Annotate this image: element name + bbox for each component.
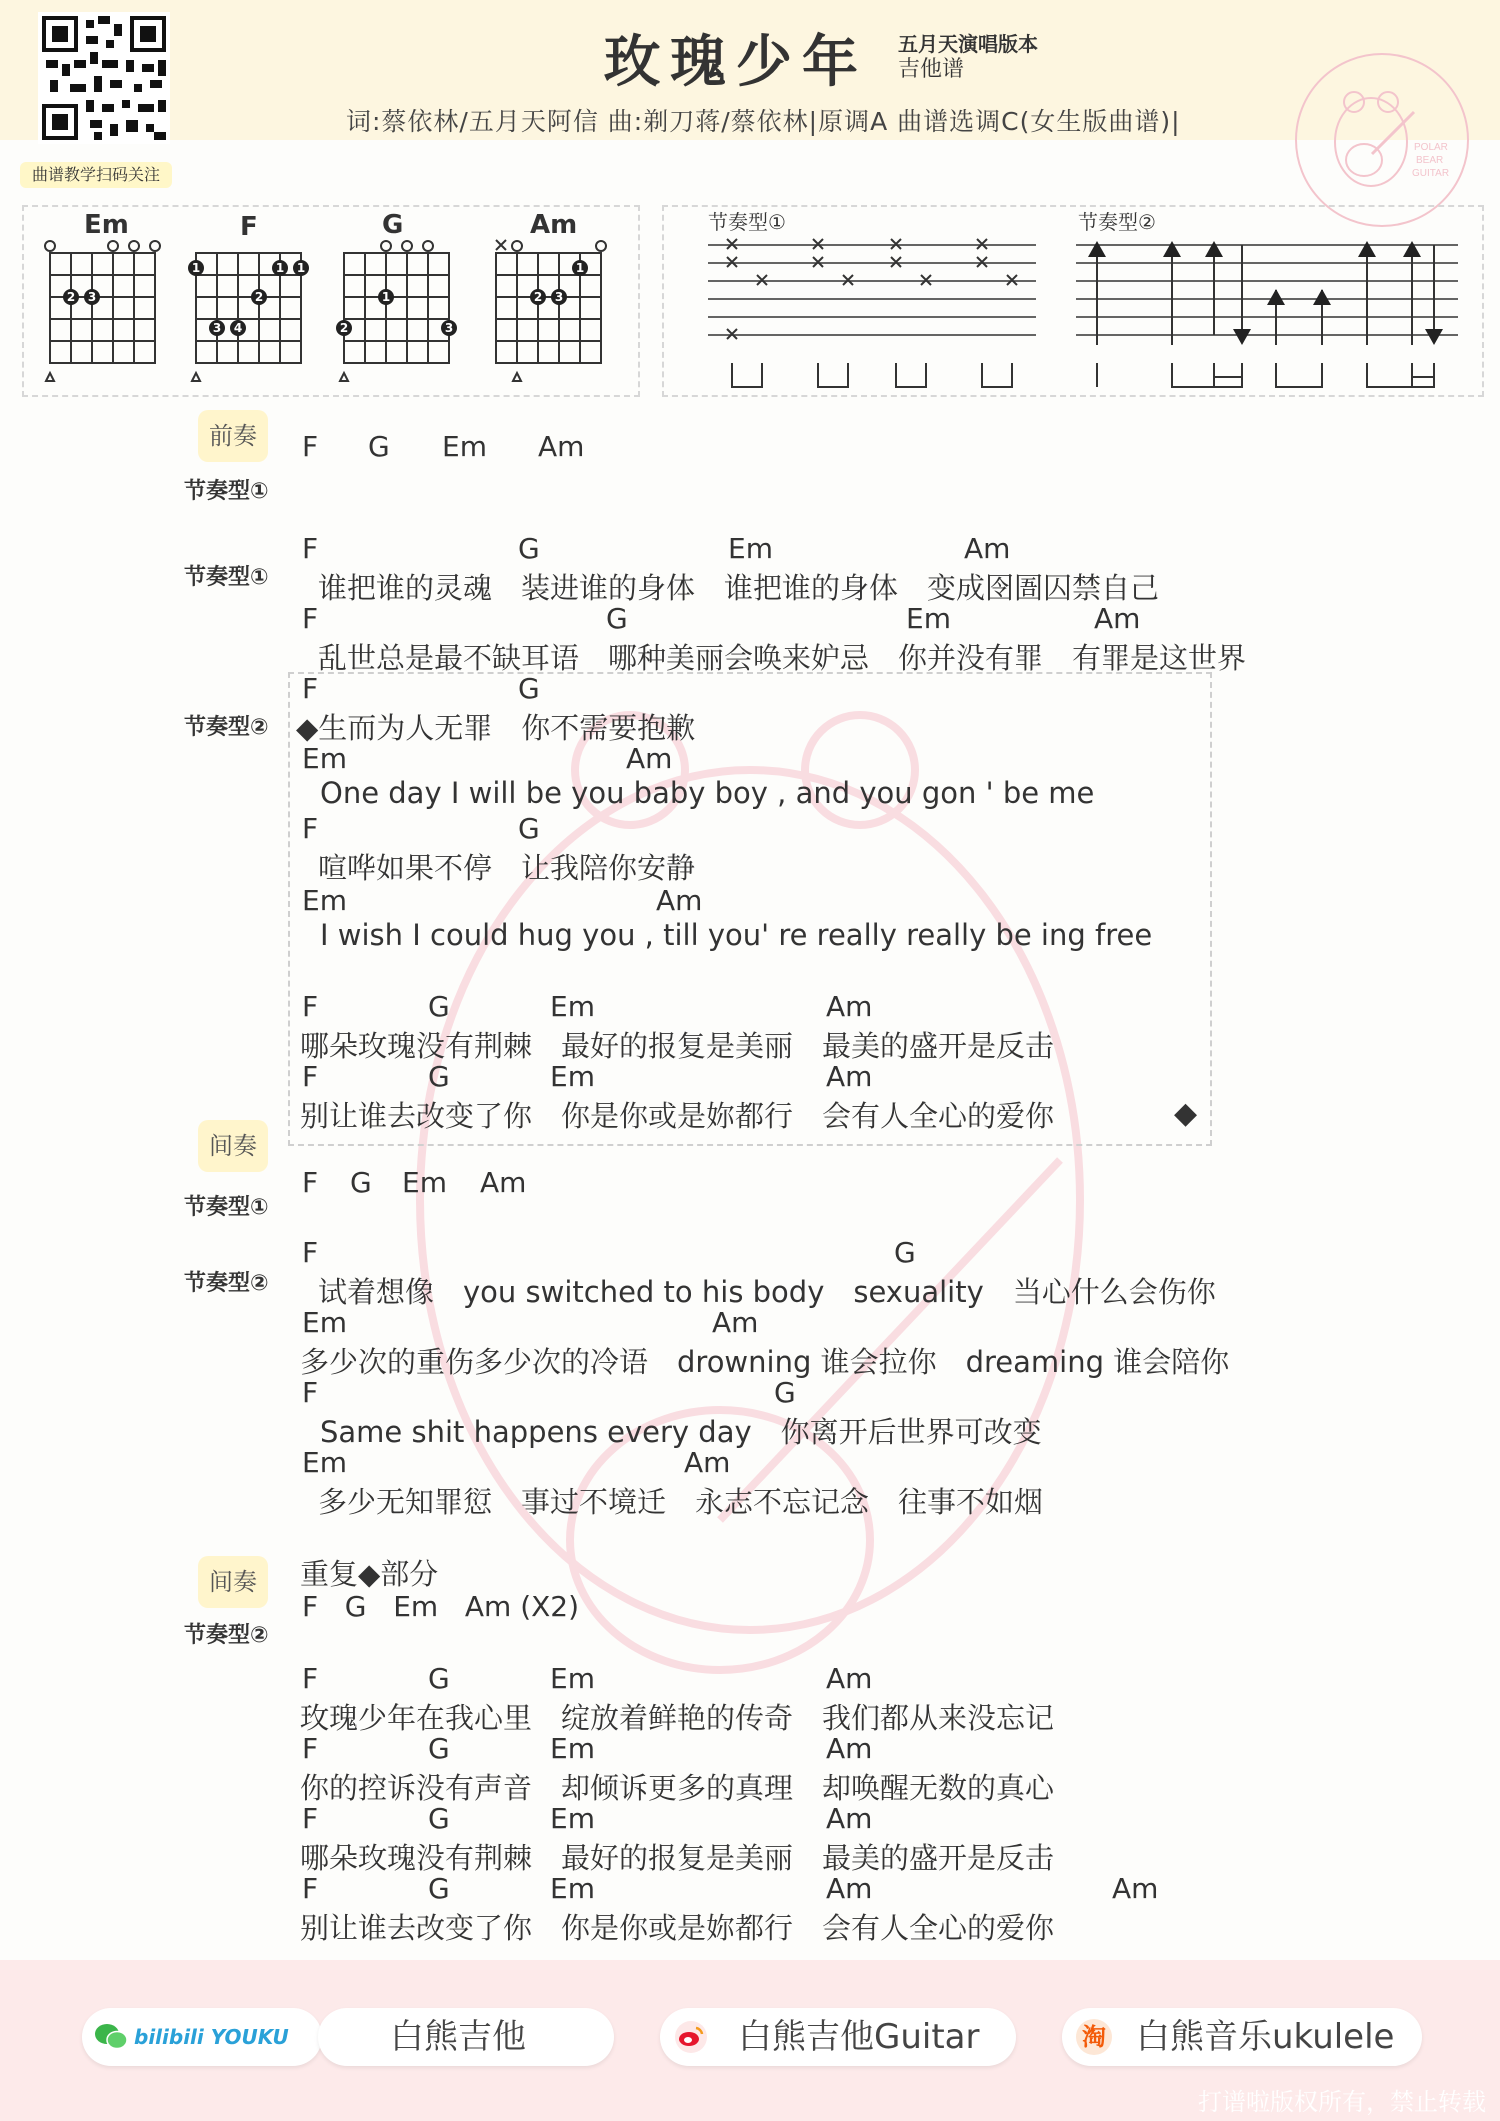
svg-text:1: 1 [191, 261, 201, 275]
svg-text:2: 2 [66, 290, 76, 304]
chord-symbol: G [368, 430, 390, 463]
lyric-line: 哪朵玫瑰没有荆棘 最好的报复是美丽 最美的盛开是反击 [300, 1841, 1055, 1875]
chord-symbol: Em [550, 1802, 595, 1835]
chord-symbol: G [894, 1236, 916, 1269]
lyric-line: 哪朵玫瑰没有荆棘 最好的报复是美丽 最美的盛开是反击 [300, 1029, 1055, 1063]
pattern-label: 节奏型② [184, 1271, 269, 1296]
chord-symbol: Am [1112, 1872, 1159, 1905]
chord-symbol: Am [826, 1662, 873, 1695]
chord-symbol: Em [302, 884, 347, 917]
logo-text-guitar: GUITAR [1412, 168, 1450, 179]
chord-symbol: G [428, 1060, 450, 1093]
chord-symbol: G [774, 1376, 796, 1409]
lyric-line: 多少次的重伤多少次的冷语 drowning 谁会拉你 dreaming 谁会陪你 [300, 1345, 1230, 1379]
chord-symbol: Em [302, 1446, 347, 1479]
song-title: 玫瑰少年 [604, 30, 868, 95]
logo-text-polar: POLAR [1414, 142, 1448, 153]
svg-text:3: 3 [554, 290, 564, 304]
chord-symbol: F [302, 812, 319, 845]
score-type-label: 吉他谱 [898, 57, 965, 82]
chord-symbol: Am [964, 532, 1011, 565]
lyric-line: I wish I could hug you , till you' re really really be ing free [320, 918, 1153, 952]
song-credits: 词:蔡依林/五月天阿信 曲:剃刀蒋/蔡依林|原调A 曲谱选调C(女生版曲谱)| [346, 107, 1181, 136]
section-tag-intro: 前奏 [198, 410, 268, 462]
chord-name-g: G [382, 210, 404, 240]
section-tag-interlude-2: 间奏 [198, 1556, 268, 1608]
polar-bear-guitar-logo [1292, 50, 1472, 230]
channel-name: 白熊吉他Guitar [738, 2017, 980, 2057]
chord-symbol: Am [480, 1166, 527, 1199]
lyric-line: 玫瑰少年在我心里 绽放着鲜艳的传奇 我们都从来没忘记 [300, 1701, 1055, 1735]
chord-symbol: G [518, 812, 540, 845]
chord-symbol: Am [826, 1802, 873, 1835]
rhythm-type1-title: 节奏型① [708, 210, 786, 234]
lyric-line: 别让谁去改变了你 你是你或是妳都行 会有人全心的爱你 [300, 1099, 1055, 1133]
chord-symbol: Am [826, 990, 873, 1023]
chord-symbol: Am [826, 1872, 873, 1905]
channel-badge-baixiong-guitar[interactable] [318, 2008, 614, 2066]
channel-name: 白熊音乐ukulele [1136, 2017, 1395, 2057]
section-tag-interlude-1: 间奏 [198, 1120, 268, 1172]
lyric-line: Same shit happens every day 你离开后世界可改变 [320, 1415, 1042, 1449]
svg-text:2: 2 [339, 321, 349, 335]
taobao-icon: 淘 [1076, 2019, 1112, 2055]
chord-grid-em [45, 241, 160, 363]
svg-text:3: 3 [444, 321, 454, 335]
chord-symbol: Em [550, 1662, 595, 1695]
chord-symbol: Am [826, 1732, 873, 1765]
chord-symbol: G [350, 1166, 372, 1199]
chord-symbol: F [302, 1376, 319, 1409]
chord-symbol: G [518, 532, 540, 565]
version-subtitle: 五月天演唱版本 [898, 32, 1038, 56]
chord-symbol: Em [402, 1166, 447, 1199]
repeat-end-marker: ◆ [1174, 1096, 1198, 1131]
chord-symbol: F [302, 1662, 319, 1695]
chord-symbol: G [428, 1872, 450, 1905]
svg-text:1: 1 [275, 261, 285, 275]
chord-symbol: Am [826, 1060, 873, 1093]
chord-symbol: Em [302, 742, 347, 775]
lyric-line: One day I will be you baby boy , and you gon ' be me [320, 776, 1095, 810]
lyric-line: 乱世总是最不缺耳语 哪种美丽会唤来妒忌 你并没有罪 有罪是这世界 [318, 641, 1247, 675]
weibo-icon [674, 2020, 708, 2054]
chord-symbol: Em [302, 1306, 347, 1339]
chord-symbol: Am [538, 430, 585, 463]
chord-symbol: Em [728, 532, 773, 565]
svg-text:1: 1 [296, 261, 306, 275]
svg-text:1: 1 [575, 261, 585, 275]
chord-symbol: F [302, 430, 319, 463]
chord-symbol: Em [550, 1872, 595, 1905]
chord-symbol: Am [626, 742, 673, 775]
pattern-label: 节奏型① [184, 479, 269, 504]
interlude-chord-line: F G Em Am (X2) [302, 1590, 580, 1623]
chord-name-f: F [240, 212, 258, 242]
qr-label: 曲谱教学扫码关注 [20, 162, 172, 188]
pattern-label: 节奏型② [184, 715, 269, 740]
lyric-line: ◆生而为人无罪 你不需要抱歉 [296, 711, 696, 745]
chord-symbol: F [302, 1872, 319, 1905]
chord-symbol: F [302, 1732, 319, 1765]
chord-symbol: G [428, 1662, 450, 1695]
pattern-label: 节奏型① [184, 565, 269, 590]
lyric-line: 谁把谁的灵魂 装进谁的身体 谁把谁的身体 变成囹圄囚禁自己 [318, 571, 1160, 605]
chord-symbol: Em [442, 430, 487, 463]
svg-text:2: 2 [533, 290, 543, 304]
chord-symbol: Em [906, 602, 951, 635]
svg-text:3: 3 [87, 290, 97, 304]
chord-symbol: Em [550, 990, 595, 1023]
video-platforms-badge[interactable] [82, 2008, 322, 2066]
copyright-notice: 打谱啦版权所有，禁止转载 [1198, 2088, 1486, 2116]
chord-symbol: F [302, 1802, 319, 1835]
chord-symbol: F [302, 990, 319, 1023]
chord-symbol: F [302, 602, 319, 635]
chord-name-em: Em [84, 210, 129, 240]
chord-name-am: Am [530, 210, 578, 240]
chord-symbol: F [302, 532, 319, 565]
svg-text:2: 2 [254, 290, 264, 304]
chord-symbol: G [428, 1802, 450, 1835]
chord-diagrams [22, 205, 636, 393]
repeat-instruction: 重复◆部分 [300, 1557, 439, 1591]
svg-text:3: 3 [212, 321, 222, 335]
lyric-line: 别让谁去改变了你 你是你或是妳都行 会有人全心的爱你 [300, 1911, 1055, 1945]
lyric-line: 喧哗如果不停 让我陪你安静 [318, 851, 696, 885]
pattern-label: 节奏型② [184, 1623, 269, 1648]
svg-text:1: 1 [381, 290, 391, 304]
lyric-line: 多少无知罪愆 事过不境迁 永志不忘记念 往事不如烟 [318, 1485, 1044, 1519]
logo-text-bear: BEAR [1416, 155, 1444, 166]
taobao-shop-badge[interactable] [1062, 2008, 1422, 2066]
lyric-line: 你的控诉没有声音 却倾诉更多的真理 却唤醒无数的真心 [300, 1771, 1055, 1805]
pattern-label: 节奏型① [184, 1195, 269, 1220]
chord-symbol: F [302, 1060, 319, 1093]
rhythm-type2-title: 节奏型② [1078, 210, 1156, 234]
wechat-icon [94, 2023, 128, 2051]
channel-name: 白熊吉他 [390, 2017, 526, 2057]
weibo-channel-badge[interactable] [660, 2008, 1016, 2066]
chord-symbol: G [428, 1732, 450, 1765]
chord-symbol: Am [1094, 602, 1141, 635]
chord-symbol: F [302, 1166, 319, 1199]
chord-grid-g [344, 241, 449, 363]
chord-grid-am [496, 241, 606, 363]
svg-text:4: 4 [233, 321, 243, 335]
qr-code[interactable] [38, 12, 170, 144]
chord-symbol: G [428, 990, 450, 1023]
chord-symbol: F [302, 672, 319, 705]
rhythm-notation [662, 205, 1480, 393]
chord-symbol: G [518, 672, 540, 705]
bilibili-youku-logos: bilibili YOUKU [134, 2025, 289, 2049]
chord-symbol: Am [656, 884, 703, 917]
chord-symbol: F [302, 1236, 319, 1269]
lyric-line: 试着想像 you switched to his body sexuality 当心什么会伤你 [318, 1275, 1216, 1309]
chord-symbol: Em [550, 1060, 595, 1093]
chord-symbol: Am [684, 1446, 731, 1479]
chord-symbol: G [606, 602, 628, 635]
chord-symbol: Am [712, 1306, 759, 1339]
chord-symbol: Em [550, 1732, 595, 1765]
